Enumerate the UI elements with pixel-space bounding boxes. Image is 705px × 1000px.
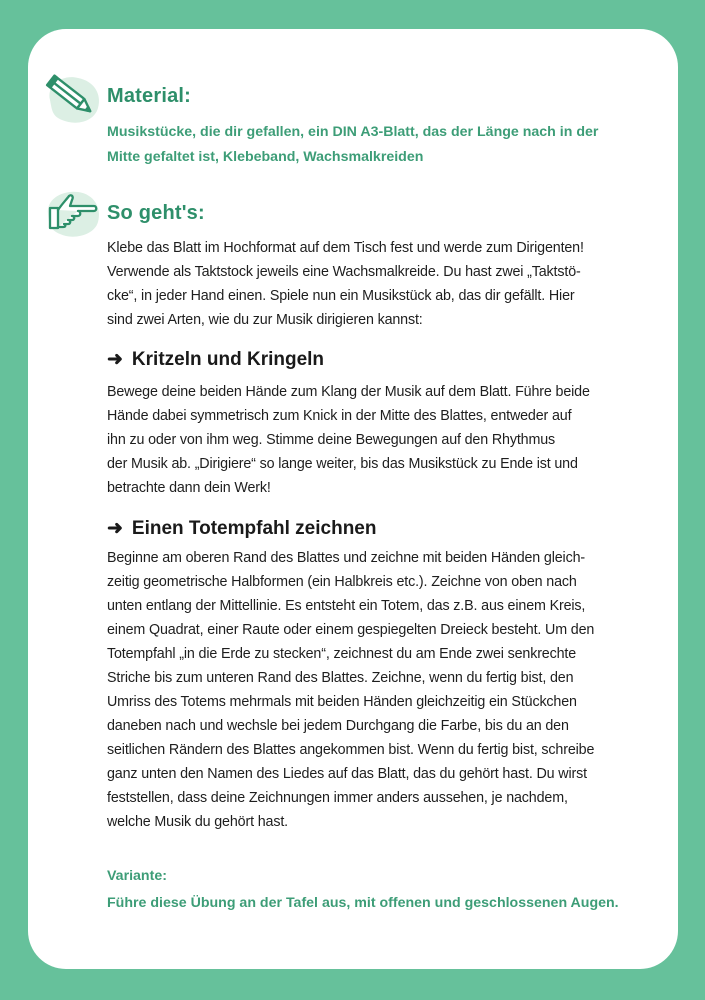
- howto-heading: So geht's:: [107, 202, 205, 224]
- arrow-right-icon: ➜: [107, 518, 123, 539]
- material-text: [107, 120, 627, 170]
- section-line: Bewege deine beiden Hände zum Klang der Musik auf dem Blatt. Führe beide: [107, 384, 590, 400]
- section-line: feststellen, dass deine Zeichnungen immer anders aussehen, je nachdem,: [107, 790, 568, 806]
- section-title: Einen Totempfahl zeichnen: [131, 518, 377, 539]
- section-line: seitlichen Rändern des Blattes angekommen bist. Wenn du fertig bist, schreibe: [107, 742, 595, 758]
- howto-line: Klebe das Blatt im Hochformat auf dem Tisch fest und werde zum Dirigenten!: [107, 240, 584, 256]
- variante-heading: Variante:: [107, 868, 167, 884]
- section-line: der Musik ab. „Dirigiere“ so lange weiter, bis das Musikstück zu Ende ist und: [107, 456, 578, 472]
- howto-line: Verwende als Taktstock jeweils eine Wachsmalkreide. Du hast zwei „Taktstö-: [107, 264, 581, 280]
- section-line: ganz unten den Namen des Liedes auf das Blatt, das du gehört hast. Du wirst: [107, 766, 587, 782]
- section-line: unten entlang der Mittellinie. Es entsteht ein Totem, das z.B. aus einem Kreis,: [107, 598, 586, 614]
- howto-line: cke“, in jeder Hand einen. Spiele nun ein Musikstück ab, das dir gefällt. Hier: [107, 288, 575, 304]
- section-line: Beginne am oberen Rand des Blattes und zeichne mit beiden Händen gleich-: [107, 550, 585, 566]
- section-line: betrachte dann dein Werk!: [107, 480, 271, 496]
- pointing-hand-icon: [42, 186, 104, 240]
- section-line: Umriss des Totems mehrmals mit beiden Händen gleichzeitig ein Stückchen: [107, 694, 577, 710]
- howto-line: sind zwei Arten, wie du zur Musik dirigieren kannst:: [107, 312, 423, 328]
- section-line: Hände dabei symmetrisch zum Knick in der Mitte des Blattes, entweder auf: [107, 408, 572, 424]
- section-line: Totempfahl „in die Erde zu stecken“, zeichnest du am Ende zwei senkrechte: [107, 646, 577, 662]
- section-kritzeln-heading: [107, 348, 324, 371]
- section-title: Kritzeln und Kringeln: [131, 349, 325, 370]
- variante-text: Führe diese Übung an der Tafel aus, mit offenen und geschlossenen Augen.: [107, 895, 619, 911]
- material-line: Mitte gefaltet ist, Klebeband, Wachsmalkreiden: [107, 149, 424, 165]
- section-line: Striche bis zum unteren Rand des Blattes. Zeichne, wenn du fertig bist, den: [107, 670, 574, 686]
- arrow-right-icon: ➜: [107, 349, 123, 370]
- pencil-icon: [42, 70, 104, 128]
- howto-text: [107, 236, 647, 332]
- section-totem-heading: [107, 517, 376, 540]
- variante-block: [107, 864, 667, 916]
- section-line: zeitig geometrische Halbformen (ein Halbkreis etc.). Zeichne von oben nach: [107, 574, 577, 590]
- section-kritzeln-text: [107, 380, 647, 500]
- section-line: daneben nach und wechsle bei jedem Durchgang die Farbe, bis du an den: [107, 718, 569, 734]
- material-line: Musikstücke, die dir gefallen, ein DIN A3-Blatt, das der Länge nach in der: [107, 124, 599, 140]
- section-line: welche Musik du gehört hast.: [107, 814, 288, 830]
- section-line: ihn zu oder von ihm weg. Stimme deine Bewegungen auf den Rhythmus: [107, 432, 556, 448]
- material-heading: Material:: [107, 85, 192, 107]
- section-line: einem Quadrat, einer Raute oder einem gespiegelten Dreieck besteht. Um den: [107, 622, 595, 638]
- section-totem-text: [107, 546, 647, 834]
